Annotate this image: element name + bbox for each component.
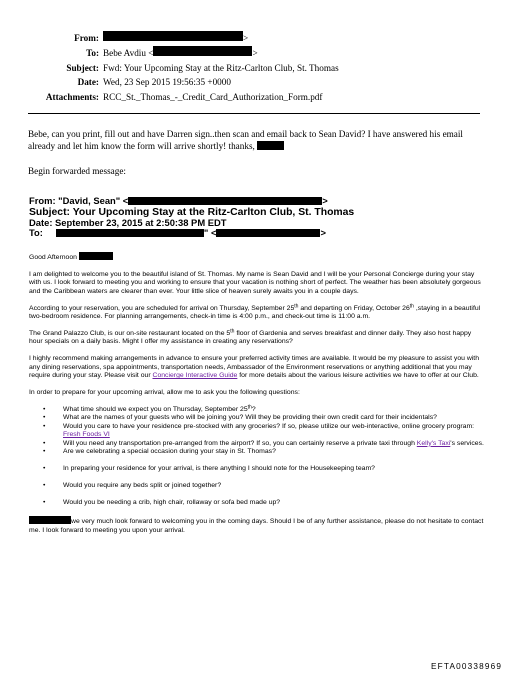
kellys-taxi-link[interactable]: Kelly's Taxi: [416, 439, 451, 447]
forwarded-to: To: " < >: [29, 227, 326, 239]
to-label: To:: [86, 47, 99, 58]
close-bracket: >: [243, 33, 249, 43]
redaction-box: [216, 229, 320, 237]
attachments-label: Attachments:: [45, 92, 99, 103]
redaction-box: [153, 46, 252, 56]
question-beds: • Would you require any beds split or joined together?: [29, 482, 484, 491]
from-label: From:: [74, 33, 99, 43]
fresh-foods-link[interactable]: Fresh Foods VI: [63, 431, 110, 439]
redaction-box: [128, 197, 322, 205]
redaction-box: [257, 141, 284, 150]
paragraph-welcome: I am delighted to welcome you to the beautiful island of St. Thomas. My name is Sean David and I will be your Personal Concierge during your stay with us. I look forward to meeting you and working to ensure that your vacation is nothing short of perfect. The weather has been absolutely gorgeous and the Caribbean waters are clearer than ever. Your little slice of heaven surely awaits you in a couple days.: [29, 270, 481, 295]
from-row: [14, 31, 474, 46]
date-label: Date:: [77, 77, 99, 88]
question-occasion: • Are we celebrating a special occasion during your stay in St. Thomas?: [29, 448, 484, 457]
question-list: [29, 406, 484, 508]
greeting: Good Afternoon: [29, 252, 484, 263]
paragraph-reservation: According to your reservation, you are scheduled for arrival on Thursday, September 25th and departing on Friday, October 26th ,staying in a beautiful two-bedroom residence. For planning arrangements, check-in time is 4:00 p.m., and check-out time is 11:00 a.m.: [29, 303, 481, 321]
question-transportation: • Will you need any transportation pre-arranged from the airport? If so, you can certainly reserve a private taxi through Kelly's Taxi's services.: [29, 440, 484, 449]
paragraph-restaurant: The Grand Palazzo Club, is our on-site restaurant located on the 5th floor of Gardenia and serves breakfast and dinner daily. They also host happy hour specials on a daily basis. Might I offer my assistance in creating any reservations?: [29, 328, 472, 346]
attachment-filename[interactable]: RCC_St._Thomas_-_Credit_Card_Authorization_Form.pdf: [103, 92, 323, 103]
forwarded-date: Date: September 23, 2015 at 2:50:38 PM EDT: [29, 216, 227, 228]
header-divider: [28, 113, 480, 114]
to-recipient: Bebe Avdiu <: [103, 47, 154, 58]
concierge-guide-link[interactable]: Concierge Interactive Guide: [152, 372, 238, 380]
question-guests: • What are the names of your guests who will be joining you? Will they be providing their own credit card for their incidentals?: [29, 414, 484, 423]
redaction-box: [79, 252, 113, 260]
close-bracket: >: [252, 47, 258, 58]
subject-row: [14, 61, 474, 76]
forwarded-subject: Subject: Your Upcoming Stay at the Ritz-Carlton Club, St. Thomas: [29, 206, 355, 218]
letter-body: [29, 252, 484, 543]
redaction-box: [103, 31, 243, 41]
intro-text: Bebe, can you print, fill out and have Darren sign..then scan and email back to Sean David? I have answered his email already and let him know the form will arrive shortly! thanks,: [28, 129, 463, 152]
forwarded-from: From: "David, Sean" < >: [29, 195, 328, 206]
subject-label: Subject:: [66, 62, 99, 73]
to-row: [14, 46, 474, 61]
paragraph-activities: I highly recommend making arrangements in advance to ensure your preferred activity times are available. It would be my pleasure to assist you with any dining reservations, spa appointments, transportation needs, Ambassador of the Environment reservations or anything additional that you may require during your stay. Please visit our Concierge Interactive Guide for more details about the various leisure activities we have to offer at our Club.: [29, 355, 480, 380]
redaction-box: [29, 516, 71, 524]
question-housekeeping: • In preparing your residence for your arrival, is there anything I should note for the Housekeeping team?: [29, 465, 484, 474]
date-value: Wed, 23 Sep 2015 19:56:35 +0000: [103, 77, 231, 88]
date-row: [14, 75, 474, 90]
forwarded-header: [29, 196, 484, 239]
email-header: [14, 31, 474, 105]
question-arrival-time: • What time should we expect you on Thursday, September 25th?: [29, 406, 484, 415]
attachments-row: [14, 90, 474, 105]
intro-message: [28, 128, 484, 152]
paragraph-questions-intro: In order to prepare for your upcoming arrival, allow me to ask you the following questions:: [29, 388, 300, 396]
begin-forwarded: Begin forwarded message:: [28, 166, 126, 176]
closing-paragraph: we very much look forward to welcoming you in the coming days. Should I be of any further assistance, please do not hesitate to contact me. I look forward to meeting you upon your arrival.: [29, 518, 484, 534]
intro-paragraph: [28, 128, 484, 152]
question-groceries: • Would you care to have your residence pre-stocked with any groceries? If so, please utilize our web-interactive, online grocery program: Fresh Foods VI: [29, 423, 484, 440]
subject-value: Fwd: Your Upcoming Stay at the Ritz-Carlton Club, St. Thomas: [103, 62, 339, 73]
document-id: EFTA00338969: [431, 662, 503, 671]
redaction-box: [56, 229, 204, 237]
question-crib: • Would you be needing a crib, high chair, rollaway or sofa bed made up?: [29, 499, 484, 508]
